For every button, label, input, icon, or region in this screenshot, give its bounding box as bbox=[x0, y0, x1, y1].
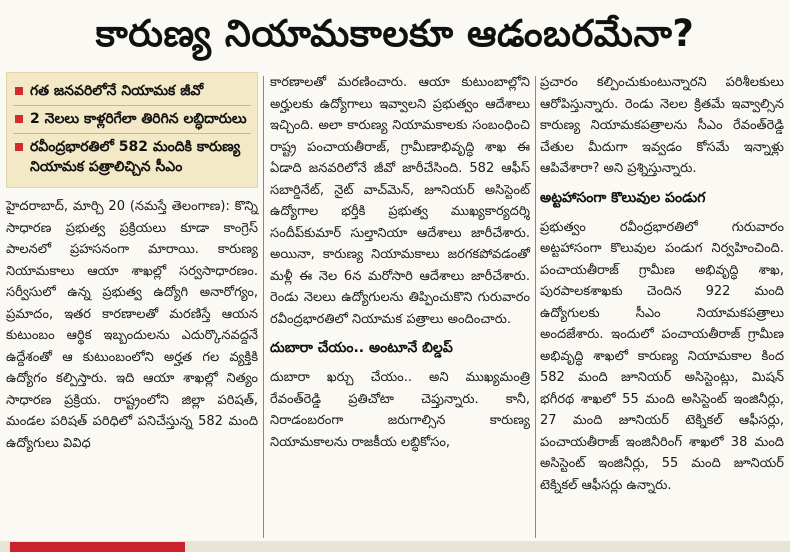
highlight-text: గత జనవరిలోనే నియామక జీవో bbox=[30, 83, 204, 99]
highlights-box bbox=[6, 72, 258, 188]
bullet-square-icon bbox=[15, 115, 23, 123]
highlight-item bbox=[13, 106, 251, 134]
highlight-item bbox=[13, 134, 251, 181]
section-subhead: అట్టహాసంగా కొలువుల పండుగ bbox=[540, 189, 706, 206]
article-paragraph: ప్రభుత్వం రవీంద్రభారతిలో గురువారం అట్టహాసంగా కొలువుల పండుగ నిర్వహించింది. పంచాయతీరాజ్ గ్రామీణ అభివృద్ధి శాఖ, పురపాలకశాఖకు చెందిన 922 మంది ఉద్యోగులకు సీఎం నియామకపత్రాలు అందజేశారు. ఇందులో పంచాయతీరాజ్ గ్రామీణ అభివృద్ధి శాఖలో కారుణ్య నియామకాల కింద 582 మంది జూనియర్ అసిస్టెంట్లు, మిషన్ భగీరథ శాఖలో 55 మంది అసిస్టెంట్ ఇంజినీర్లు, 27 మంది జూనియర్ టెక్నికల్ ఆఫీసర్లు, పంచాయతీరాజ్ ఇంజినీరింగ్ శాఖలో 38 మంది అసిస్టెంట్ ఇంజినీర్లు, 55 మంది జూనియర్ టెక్నికల్ ఆఫీసర్లు ఉన్నారు. bbox=[540, 219, 784, 493]
highlight-text: రవీంద్రభారతిలో 582 మందికి కారుణ్య నియామక పత్రాలిచ్చిన సీఎం bbox=[30, 139, 241, 175]
highlight-item bbox=[13, 78, 251, 106]
bottom-advert-edge bbox=[10, 542, 185, 552]
article-paragraph: దుబారా ఖర్చు చేయం.. అని ముఖ్యమంత్రి రేవంత్‌రెడ్డి ప్రతిచోటా చెప్తున్నారు. కానీ, నిరాడంబరంగా జరుగాల్సిన కారుణ్య నియామకాలను రాజకీయ లబ్ధికోసం, bbox=[270, 370, 530, 450]
article-paragraph: కారణాలతో మరణించారు. ఆయా కుటుంబాల్లోని అర్హులకు ఉద్యోగాలు ఇవ్వాలని ప్రభుత్వం ఆదేశాలు ఇచ్చింది. అలా కారుణ్య నియామకాలకు సంబంధించి రాష్ట్ర పంచాయతీరాజ్, గ్రామీణాభివృద్ధి శాఖ ఈ ఏడాది జనవరిలోనే జీవో జారీచేసింది. 582 ఆఫీస్ సబార్డినేట్, నైట్ వాచ్‌మెన్, జూనియర్ అసిస్టెంట్ ఉద్యోగాల భర్తీకి ప్రభుత్వ ముఖ్యకార్యదర్శి సందీప్‌కుమార్ సుల్తానియా ఆదేశాలు జారీచేశారు. అయినా, కారుణ్య నియామకాలు జరగకపోవడంతో మళ్లీ ఈ నెల 6న మరోసారి ఆదేశాలు జారీచేశారు. రెండు నెలలు ఉద్యోగులను తిప్పించుకొని గురువారం రవీంద్రభారతిలో నియామక పత్రాలు అందించారు. bbox=[270, 75, 530, 327]
article-paragraph: హైదరాబాద్, మార్చి 20 (నమస్తే తెలంగాణ): కొన్ని సాధారణ ప్రభుత్వ ప్రక్రియలు కూడా కాంగ్రెస్ పాలనలో ప్రహసనంగా మారాయి. కారుణ్య నియామకాలు ఆయా శాఖల్లో సర్వసాధారణం. సర్వీసులో ఉన్న ప్రభుత్వ ఉద్యోగి అనారోగ్యం, ప్రమాదం, ఇతర కారణాలతో మరణిస్తే ఆయన కుటుంబం ఆర్థిక ఇబ్బందులను ఎదుర్కొనవద్దనే ఉద్దేశంతో ఆ కుటుంబంలోని అర్హత గల వ్యక్తికి ఉద్యోగం కల్పిస్తారు. ఇది ఆయా శాఖల్లో నిత్యం సాధారణ ప్రక్రియ. రాష్ట్రంలోని జిల్లా పరిషత్, మండల పరిషత్ పరిధిలో పనిచేస్తున్న 582 మంది ఉద్యోగులు వివిధ bbox=[6, 199, 258, 451]
column-divider bbox=[263, 76, 264, 538]
column-divider bbox=[535, 76, 536, 538]
column-2 bbox=[270, 72, 530, 453]
headline: కారుణ్య నియామకాలకూ ఆడంబరమేనా? bbox=[95, 12, 695, 55]
column-3 bbox=[540, 72, 784, 496]
column-1 bbox=[6, 72, 258, 454]
highlight-text: 2 నెలలు కాళ్లరిగేలా తిరిగిన లబ్ధిదారులు bbox=[30, 111, 247, 127]
article-paragraph: ప్రచారం కల్పించుకుంటున్నారని పరిశీలకులు ఆరోపిస్తున్నారు. రెండు నెలల క్రితమే ఇవ్వాల్సిన కారుణ్య నియామకపత్రాలను సీఎం రేవంత్‌రెడ్డి చేతుల మీదుగా ఇవ్వడం కోసమే ఇన్నాళ్లు ఆపివేశారా? అని ప్రశ్నిస్తున్నారు. bbox=[540, 75, 784, 176]
section-subhead: దుబారా చేయం.. అంటూనే బిల్డప్ bbox=[270, 340, 453, 356]
bullet-square-icon bbox=[15, 143, 23, 151]
bullet-square-icon bbox=[15, 87, 23, 95]
